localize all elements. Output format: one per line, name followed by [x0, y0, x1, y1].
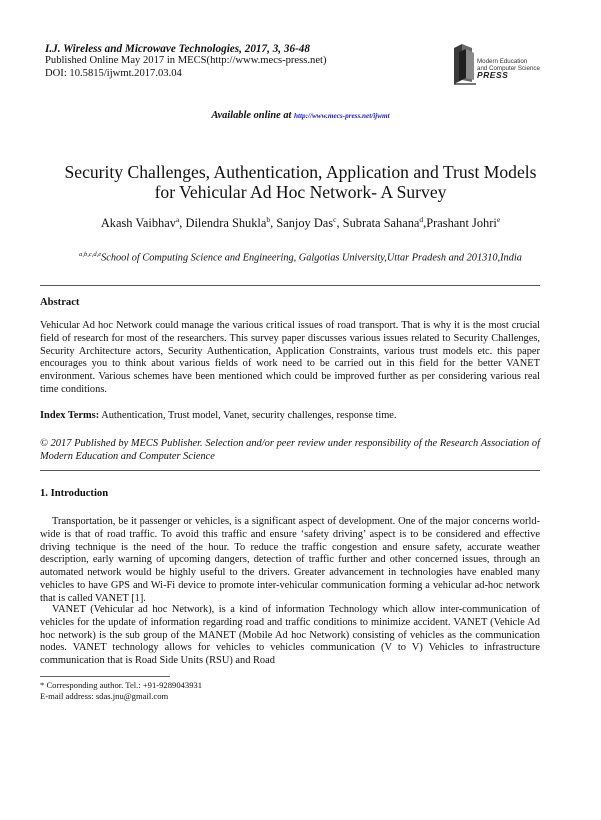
footnote-corresponding-author: * Corresponding author. Tel.: +91-9289043931 — [40, 680, 203, 690]
publisher-logo — [450, 40, 560, 90]
journal-citation: I.J. Wireless and Microwave Technologies, 2017, 3, 36-48 — [45, 43, 310, 55]
footnote-email: E-mail address: sdas.jnu@gmail.com — [40, 691, 169, 701]
index-terms-label: Index Terms: — [40, 410, 100, 421]
author-list — [40, 213, 561, 230]
author-separator: , — [336, 216, 343, 231]
divider-bottom — [40, 470, 540, 471]
logo-text-1: Modern Education — [477, 58, 528, 65]
author-sup: d — [419, 215, 424, 224]
author-name: Sanjoy Das — [276, 216, 334, 231]
paper-title — [40, 162, 561, 202]
journal-header — [45, 43, 405, 80]
author-name: Prashant Johri — [426, 216, 497, 231]
author-sup: b — [266, 215, 271, 224]
author-separator: , — [423, 216, 427, 231]
doi-line: DOI: 10.5815/ijwmt.2017.03.04 — [45, 67, 182, 79]
affiliation-text: School of Computing Science and Engineering, Galgotias University,Uttar Pradesh and 201310,India — [101, 252, 522, 264]
title-line-1: Security Challenges, Authentication, Application and Trust Models — [64, 162, 537, 182]
author-name: Dilendra Shukla — [185, 216, 267, 231]
author-separator: , — [270, 216, 277, 231]
author-sup: a — [175, 215, 180, 224]
affiliation — [30, 251, 571, 263]
publication-line: Published Online May 2017 in MECS(http://www.mecs-press.net) — [45, 55, 327, 67]
footnote-divider — [40, 676, 170, 677]
author-sup: e — [496, 215, 501, 224]
author-name: Akash Vaibhav — [100, 216, 176, 231]
index-terms-text: Authentication, Trust model, Vanet, security challenges, response time. — [99, 410, 397, 421]
introduction-heading: 1. Introduction — [40, 488, 109, 499]
author-name: Subrata Sahana — [342, 216, 420, 231]
logo-text-2: and Computer Science — [477, 65, 540, 72]
footnote — [40, 680, 202, 702]
divider-top — [40, 285, 540, 286]
introduction-paragraph-2: VANET (Vehicular ad hoc Network), is a kind of information Technology which allow inter-communication of vehicles for the update of information regarding road and traffic conditions to minimize accident. VANET (Vehicle Ad hoc network) is the sub group of the MANET (Mobile Ad hoc Network) consisting of vehicles as the communication nodes. VANET technology allows for vehicles to vehicles communication (V to V) Vehicles to infrastructure communication that is Road Side Units (RSU) and Road — [40, 604, 540, 667]
abstract-body: Vehicular Ad hoc Network could manage the various critical issues of road transport. That is why it is the most crucial field of research for most of the researchers. This survey paper discusses various issues related to Security Challenges, Security Architecture actors, Security Authentication, Application Constraints, various trust models etc. this paper encourages you to think about various fields of work need to be carried out in this field for the better VANET environment. Various schemes have been mentioned which could be improved further as per considering various real time conditions. — [40, 320, 540, 395]
logo-text-3: PRESS — [477, 70, 509, 80]
introduction-paragraph-1: Transportation, be it passenger or vehicles, is a significant aspect of development. One of the major concerns world-wide is that of road traffic. To avoid this traffic and ensure ‘safety driving’ aspect is to be considered and effective driving technique is the need of the hour. To reduce the traffic congestion and ensure safety, accurate weather description, early warning of upcoming dangers, detection of traffic further and other concerned issues, through an automated network would be highly useful to the drivers. Greater advancement in technologies have enabled many vehicles to have GPS and Wi-Fi device to promote inter-vehicular communication forming a vehicular ad-hoc network that is called VANET [1]. — [40, 516, 540, 604]
availability-label: Available online at — [211, 110, 292, 121]
affiliation-sup: a,b,c,d,e — [79, 251, 102, 258]
abstract-heading: Abstract — [40, 297, 80, 308]
availability-line — [0, 110, 601, 121]
author-separator: , — [179, 216, 186, 231]
author-sup: c — [333, 215, 337, 224]
journal-url-link[interactable]: http://www.mecs-press.net/ijwmt — [294, 112, 390, 120]
copyright-notice: © 2017 Published by MECS Publisher. Selection and/or peer review under responsibility of the Research Association of Modern Education and Computer Science — [40, 438, 540, 462]
index-terms — [40, 410, 540, 423]
title-line-2: for Vehicular Ad Hoc Network- A Survey — [154, 182, 447, 202]
book-stack-icon — [450, 40, 480, 86]
